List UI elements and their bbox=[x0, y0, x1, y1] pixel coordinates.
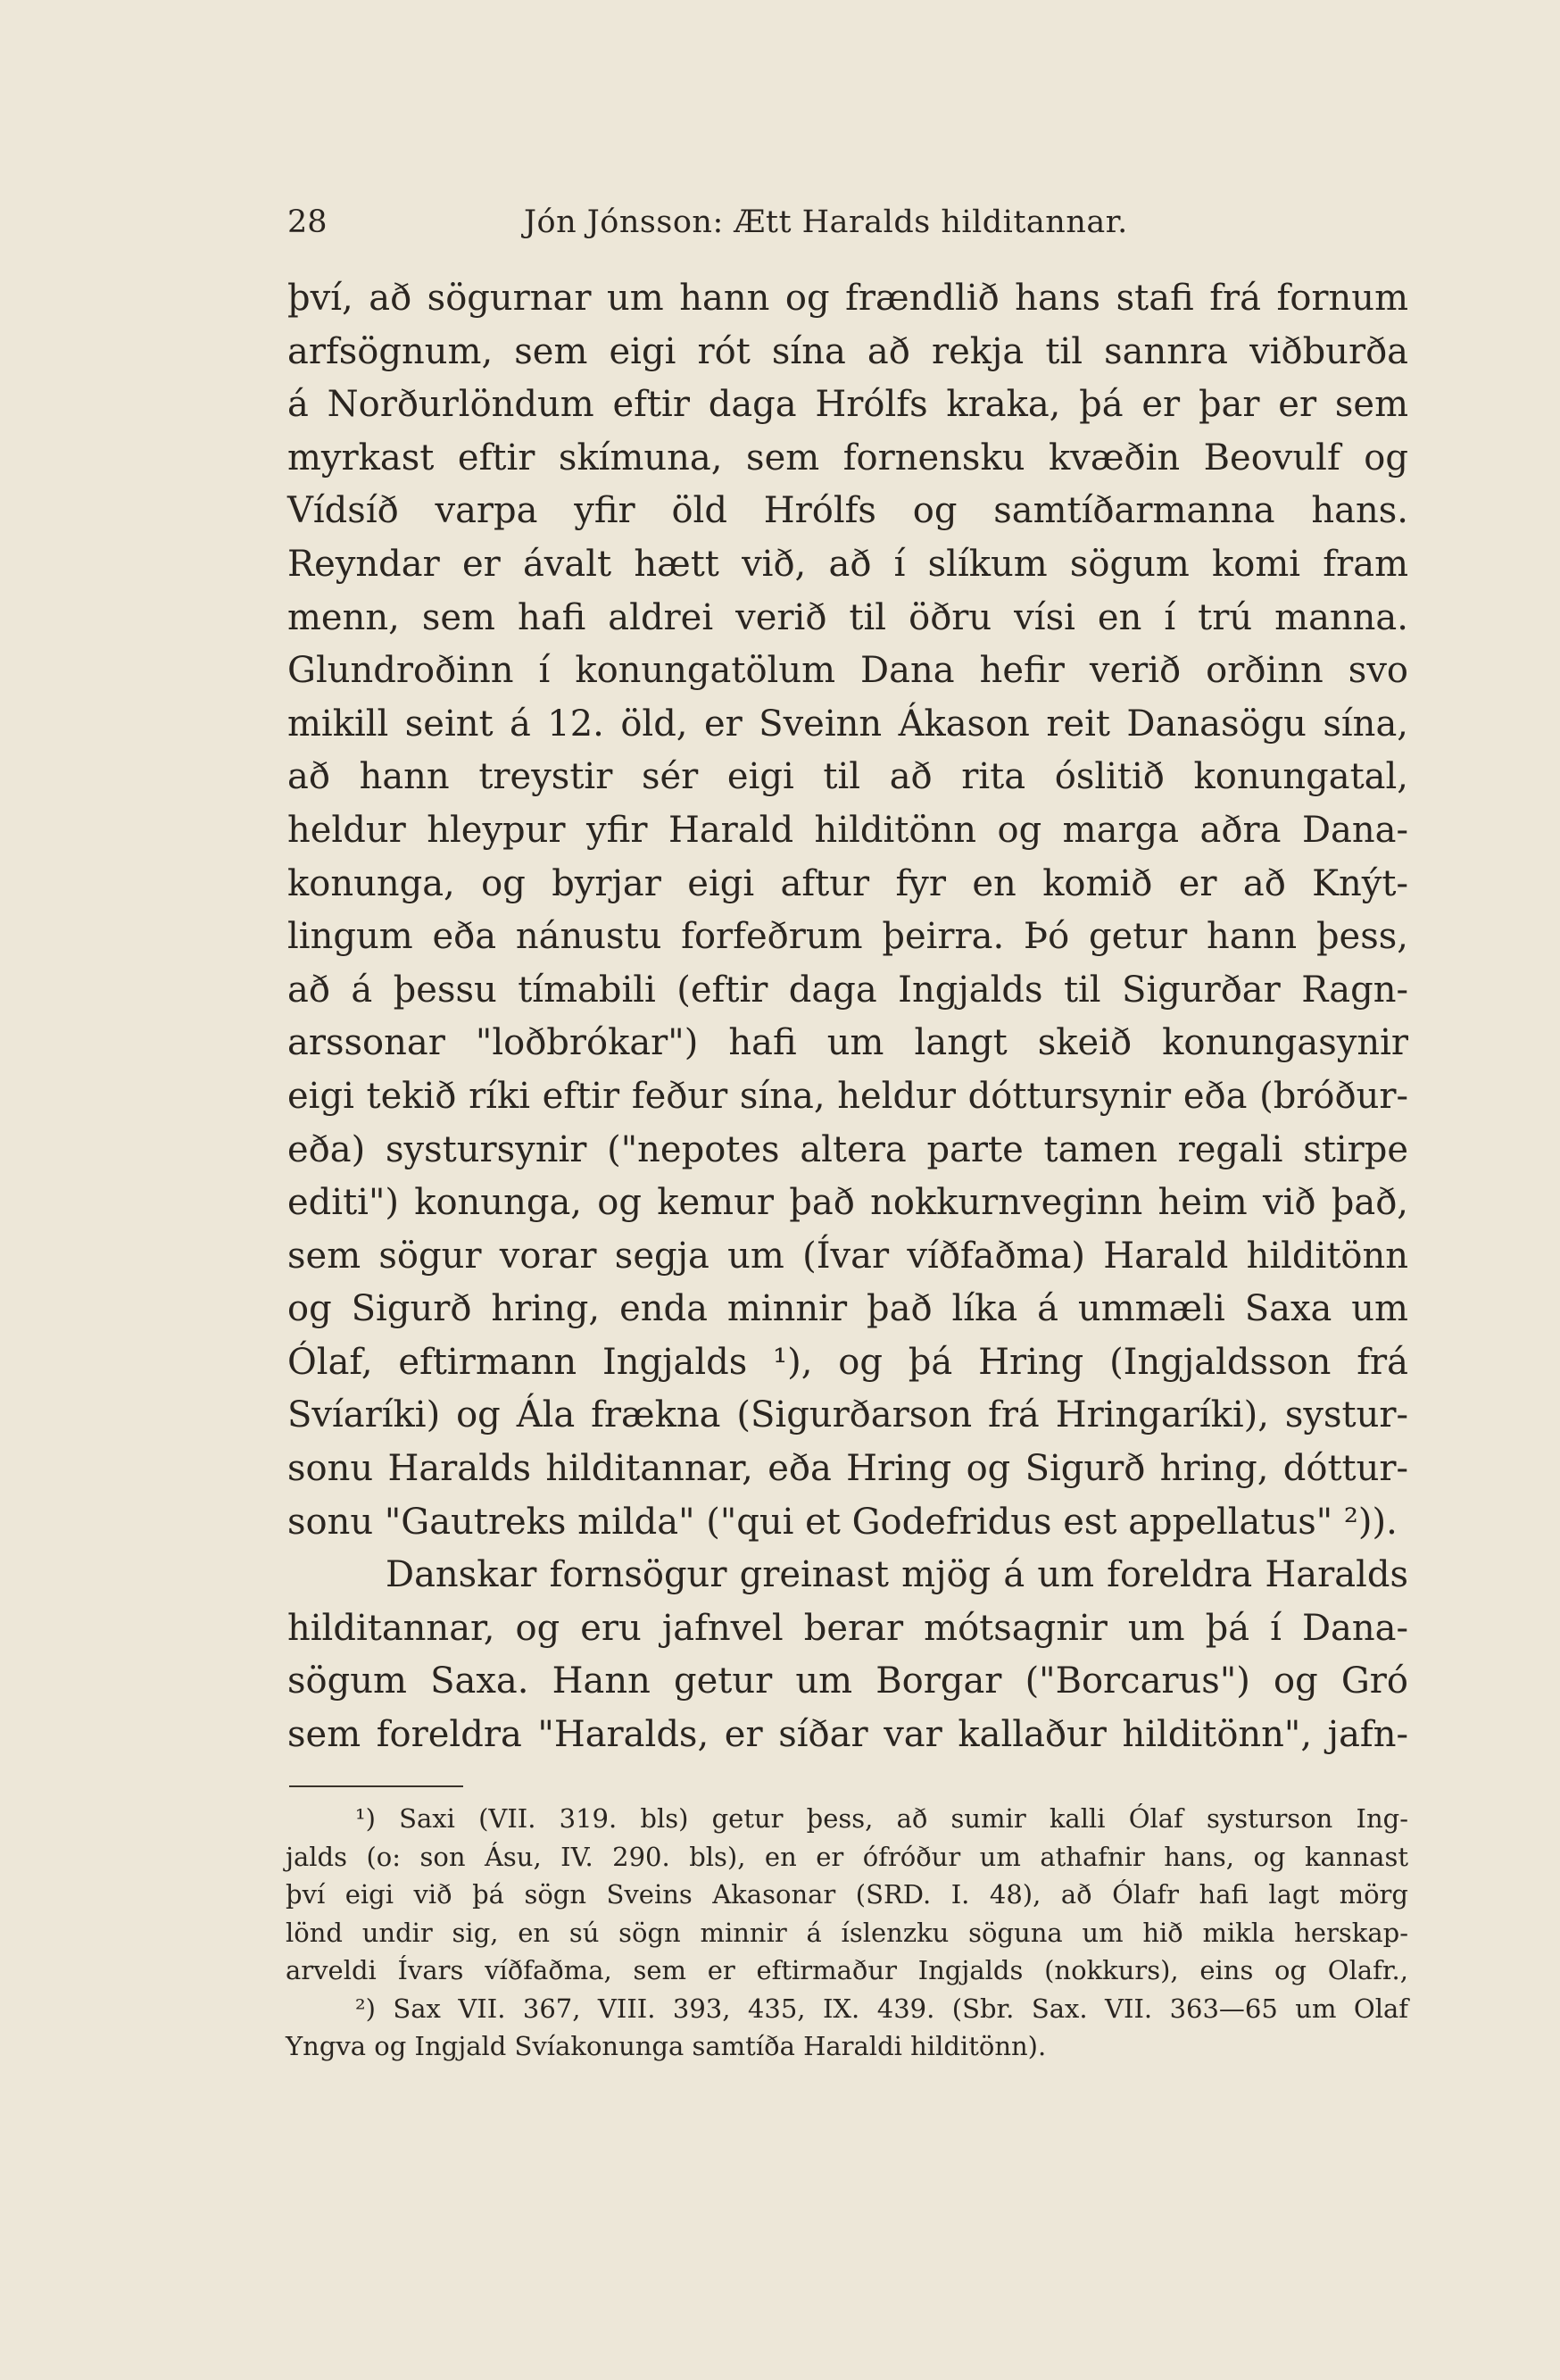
text-line: á Norðurlöndum eftir daga Hrólfs kraka, þá er þar er sem bbox=[287, 384, 1408, 426]
text-line: sonu "Gautreks milda" ("qui et Godefridus est appellatus" ²)). bbox=[287, 1501, 1398, 1543]
footnote-line: því eigi við þá sögn Sveins Akasonar (SRD. I. 48), að Ólafr hafi lagt mörg bbox=[286, 1879, 1408, 1910]
text-line: Danskar fornsögur greinast mjög á um foreldra Haralds bbox=[386, 1554, 1408, 1596]
text-line: sem foreldra "Haralds, er síðar var kallaður hilditönn", jafn- bbox=[287, 1714, 1408, 1756]
text-line: lingum eða nánustu forfeðrum þeirra. Þó getur hann þess, bbox=[287, 916, 1408, 958]
footnote-line: ¹) Saxi (VII. 319. bls) getur þess, að sumir kalli Ólaf systurson Ing- bbox=[355, 1803, 1408, 1834]
page-number: 28 bbox=[287, 204, 328, 240]
footnote-divider bbox=[289, 1785, 463, 1787]
text-line: sögum Saxa. Hann getur um Borgar ("Borcarus") og Gró bbox=[287, 1660, 1408, 1702]
text-line: menn, sem hafi aldrei verið til öðru vísi en í trú manna. bbox=[287, 596, 1408, 638]
footnote-line: Yngva og Ingjald Svíakonunga samtíða Haraldi hilditönn). bbox=[286, 2031, 1047, 2061]
text-line: því, að sögurnar um hann og frændlið hans stafi frá fornum bbox=[287, 278, 1408, 319]
text-line: heldur hleypur yfir Harald hilditönn og marga aðra Dana- bbox=[287, 809, 1408, 851]
footnote-line: jalds (o: son Ásu, IV. 290. bls), en er ófróður um athafnir hans, og kannast bbox=[286, 1841, 1408, 1872]
text-line: Svíaríki) og Ála frækna (Sigurðarson frá Hringaríki), systur- bbox=[287, 1394, 1408, 1436]
page-header bbox=[287, 200, 1198, 245]
text-line: að á þessu tímabili (eftir daga Ingjalds til Sigurðar Ragn- bbox=[287, 969, 1408, 1011]
footnote-line: arveldi Ívars víðfaðma, sem er eftirmaður Ingjalds (nokkurs), eins og Olafr., bbox=[286, 1955, 1408, 1985]
text-line: myrkast eftir skímuna, sem fornensku kvæðin Beovulf og bbox=[287, 437, 1408, 478]
text-line: konunga, og byrjar eigi aftur fyr en komið er að Knýt- bbox=[287, 862, 1408, 904]
footnotes bbox=[286, 1800, 1408, 2066]
text-line: arfsögnum, sem eigi rót sína að rekja til sannra viðburða bbox=[287, 330, 1408, 372]
text-line: sonu Haralds hilditannar, eða Hring og Sigurð hring, dóttur- bbox=[287, 1448, 1408, 1490]
text-line: Glundroðinn í konungatölum Dana hefir verið orðinn svo bbox=[287, 650, 1408, 692]
body-text bbox=[287, 272, 1408, 1762]
text-line: editi") konunga, og kemur það nokkurnveginn heim við það, bbox=[287, 1182, 1408, 1224]
text-line: hilditannar, og eru jafnvel berar mótsagnir um þá í Dana- bbox=[287, 1607, 1408, 1649]
running-title: Jón Jónsson: Ætt Haralds hilditannar. bbox=[524, 204, 1128, 240]
text-line: Vídsíð varpa yfir öld Hrólfs og samtíðarmanna hans. bbox=[287, 490, 1408, 532]
text-line: og Sigurð hring, enda minnir það líka á ummæli Saxa um bbox=[287, 1288, 1408, 1330]
text-line: eða) systursynir ("nepotes altera parte tamen regali stirpe bbox=[287, 1128, 1408, 1170]
text-line: eigi tekið ríki eftir feður sína, heldur dóttursynir eða (bróður- bbox=[287, 1075, 1408, 1117]
text-line: Reyndar er ávalt hætt við, að í slíkum sögum komi fram bbox=[287, 543, 1408, 585]
text-line: Ólaf, eftirmann Ingjalds ¹), og þá Hring (Ingjaldsson frá bbox=[287, 1341, 1408, 1383]
footnote-line: lönd undir sig, en sú sögn minnir á íslenzku söguna um hið mikla herskap- bbox=[286, 1917, 1408, 1948]
footnote-line: ²) Sax VII. 367, VIII. 393, 435, IX. 439. (Sbr. Sax. VII. 363—65 um Olaf bbox=[355, 1993, 1408, 2024]
text-line: mikill seint á 12. öld, er Sveinn Ákason reit Danasögu sína, bbox=[287, 703, 1408, 745]
text-line: sem sögur vorar segja um (Ívar víðfaðma) Harald hilditönn bbox=[287, 1235, 1408, 1277]
text-line: að hann treystir sér eigi til að rita óslitið konungatal, bbox=[287, 756, 1408, 798]
text-line: arssonar "loðbrókar") hafi um langt skeið konungasynir bbox=[287, 1022, 1408, 1064]
